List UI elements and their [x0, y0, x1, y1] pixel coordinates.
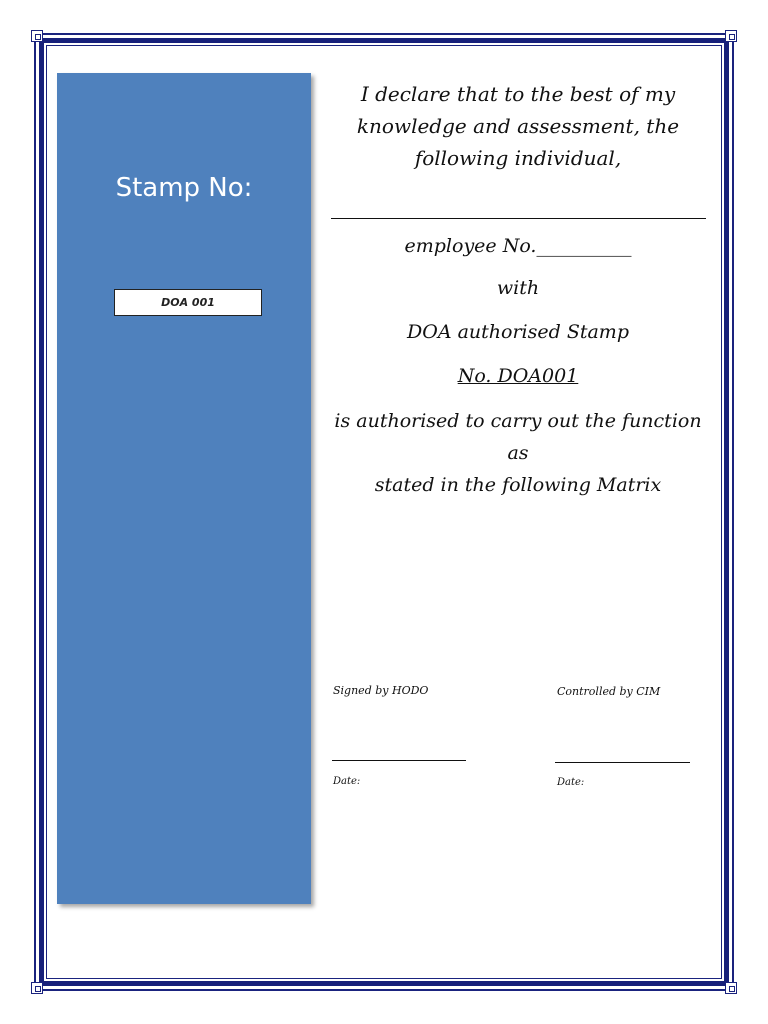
stamp-side-panel	[57, 73, 311, 904]
authorisation-line: is authorised to carry out the function as	[334, 410, 702, 464]
authorisation-statement	[330, 405, 706, 501]
signature-line-left	[332, 760, 466, 761]
authorised-stamp-label: DOA authorised Stamp	[407, 321, 629, 343]
employee-number-line: employee No.__________	[404, 235, 632, 257]
signature-line-right	[555, 762, 690, 763]
stamp-number: No. DOA001	[457, 365, 579, 387]
individual-name-line	[331, 218, 706, 219]
frame-corner-top-right	[725, 30, 737, 42]
signed-by-label: Signed by HODO	[333, 684, 429, 697]
controlled-by-label: Controlled by CIM	[557, 685, 661, 698]
with-text: with	[496, 277, 540, 299]
declaration-intro-line: knowledge and assessment, the	[356, 114, 680, 138]
declaration-intro-line: following individual,	[414, 146, 622, 170]
date-label-left: Date:	[333, 776, 361, 787]
authorisation-line: stated in the following Matrix	[374, 474, 662, 496]
declaration-intro-line: I declare that to the best of my	[360, 82, 676, 106]
frame-corner-top-left	[31, 30, 43, 42]
stamp-code-box: DOA 001	[114, 289, 262, 316]
frame-corner-bottom-left	[31, 982, 43, 994]
stamp-number-line	[330, 362, 706, 390]
frame-corner-bottom-right	[725, 982, 737, 994]
stamp-panel-title: Stamp No:	[115, 173, 253, 203]
date-label-right: Date:	[557, 777, 585, 788]
declaration-intro	[330, 78, 706, 174]
